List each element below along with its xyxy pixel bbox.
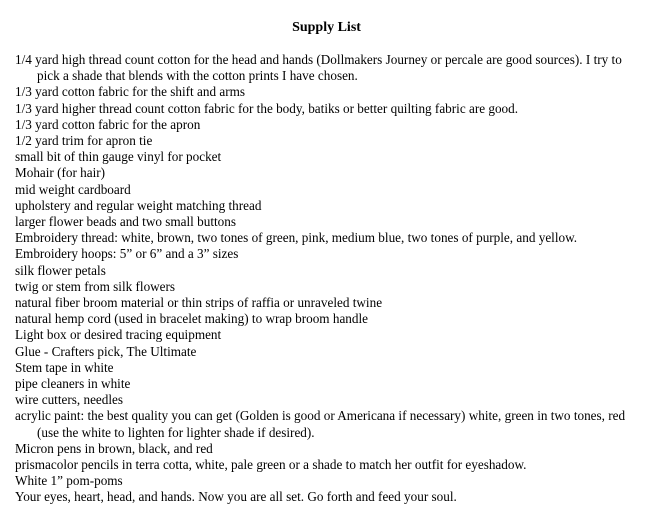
list-item: Embroidery thread: white, brown, two tones of green, pink, medium blue, two tones of purple, and yellow. bbox=[15, 230, 578, 246]
list-item: Your eyes, heart, head, and hands. Now you are all set. Go forth and feed your soul. bbox=[15, 489, 457, 505]
list-item: 1/4 yard high thread count cotton for the head and hands (Dollmakers Journey or percale are good sources). I try to pick a shade that blends with the cotton prints I have chosen. bbox=[15, 52, 622, 84]
list-item: 1/2 yard trim for apron tie bbox=[15, 133, 153, 149]
list-item: Micron pens in brown, black, and red bbox=[15, 440, 213, 456]
list-item: Mohair (for hair) bbox=[15, 165, 106, 181]
list-item: pipe cleaners in white bbox=[15, 376, 131, 392]
list-item: silk flower petals bbox=[15, 262, 106, 278]
list-item: Embroidery hoops: 5” or 6” and a 3” sizes bbox=[15, 246, 239, 262]
list-item: upholstery and regular weight matching thread bbox=[15, 197, 262, 213]
list-item: acrylic paint: the best quality you can get (Golden is good or Americana if necessary) white, green in two tones, red (use the white to lighten for lighter shade if desired). bbox=[15, 408, 626, 440]
list-item: wire cutters, needles bbox=[15, 392, 124, 408]
supply-list bbox=[15, 52, 640, 506]
list-item: 1/3 yard cotton fabric for the apron bbox=[15, 116, 201, 132]
list-item: natural fiber broom material or thin strips of raffia or unraveled twine bbox=[15, 295, 383, 311]
list-item: Stem tape in white bbox=[15, 359, 114, 375]
list-item: prismacolor pencils in terra cotta, white, pale green or a shade to match her outfit for eyeshadow. bbox=[15, 457, 527, 473]
list-item: mid weight cardboard bbox=[15, 181, 131, 197]
list-item: twig or stem from silk flowers bbox=[15, 278, 176, 294]
list-item: small bit of thin gauge vinyl for pocket bbox=[15, 149, 222, 165]
list-item: 1/3 yard cotton fabric for the shift and arms bbox=[15, 84, 245, 100]
list-item: larger flower beads and two small buttons bbox=[15, 214, 236, 230]
list-item: White 1” pom-poms bbox=[15, 473, 123, 489]
list-item: natural hemp cord (used in bracelet making) to wrap broom handle bbox=[15, 311, 369, 327]
list-item: Glue - Crafters pick, The Ultimate bbox=[15, 343, 197, 359]
page-title: Supply List bbox=[292, 20, 361, 35]
list-item: Light box or desired tracing equipment bbox=[15, 327, 222, 343]
list-item: 1/3 yard higher thread count cotton fabric for the body, batiks or better quilting fabric are good. bbox=[15, 100, 519, 116]
